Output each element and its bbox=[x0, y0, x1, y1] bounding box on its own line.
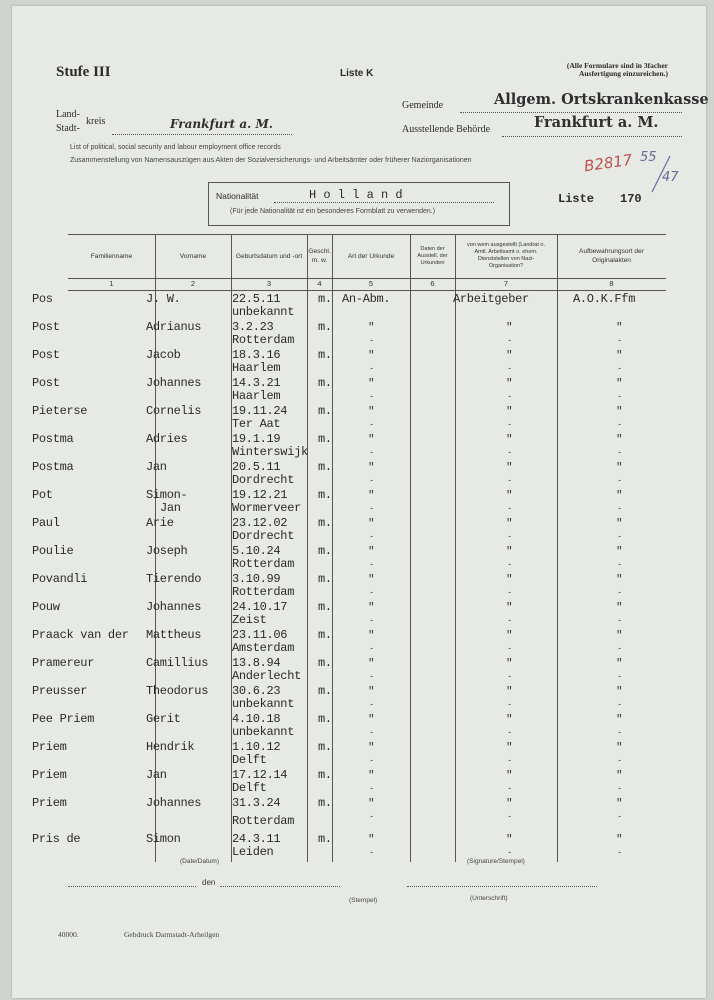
cell-surname: Priem bbox=[32, 796, 67, 810]
underline-dash: - bbox=[617, 700, 623, 710]
cell-von-wem: " bbox=[506, 770, 513, 782]
cell-given: Arie bbox=[146, 516, 174, 530]
stufe-title: Stufe III bbox=[56, 64, 111, 80]
cell-art: " bbox=[368, 686, 375, 698]
cell-birth-date: 14.3.21 bbox=[232, 376, 281, 390]
table-row bbox=[12, 348, 706, 376]
cell-aufbewahrungsort: " bbox=[616, 574, 623, 586]
underline-dash: - bbox=[369, 504, 375, 514]
table-row bbox=[12, 488, 706, 516]
underline-dash: - bbox=[507, 728, 513, 738]
cell-given: Mattheus bbox=[146, 628, 202, 642]
underline-dash: - bbox=[369, 700, 375, 710]
underline-dash: - bbox=[617, 448, 623, 458]
cell-surname: Pramereur bbox=[32, 656, 95, 670]
cell-surname: Post bbox=[32, 348, 60, 362]
cell-birth-place: Delft bbox=[232, 753, 267, 767]
cell-birth-place: unbekannt bbox=[232, 725, 295, 739]
cell-aufbewahrungsort: " bbox=[616, 658, 623, 670]
cell-birth-place: Dordrecht bbox=[232, 529, 295, 543]
cell-birth-place: Rotterdam bbox=[232, 814, 295, 828]
cell-birth-date: 31.3.24 bbox=[232, 796, 281, 810]
cell-birth-place: Winterswijk bbox=[232, 445, 308, 459]
cell-aufbewahrungsort: " bbox=[616, 434, 623, 446]
cell-given: Johannes bbox=[146, 376, 202, 390]
cell-given: Theodorus bbox=[146, 684, 209, 698]
cell-surname: Post bbox=[32, 376, 60, 390]
cell-surname: Paul bbox=[32, 516, 60, 530]
cell-given: Johannes bbox=[146, 600, 202, 614]
cell-sex: m. bbox=[318, 404, 332, 418]
underline-dash: - bbox=[507, 812, 513, 822]
cell-art: " bbox=[368, 490, 375, 502]
cell-aufbewahrungsort: " bbox=[616, 406, 623, 418]
cell-sex: m. bbox=[318, 628, 332, 642]
col-number-3: 3 bbox=[266, 279, 272, 288]
cell-given: Simon- bbox=[146, 488, 188, 502]
underline-dash: - bbox=[369, 644, 375, 654]
cell-sex: m. bbox=[318, 460, 332, 474]
cell-von-wem: " bbox=[506, 350, 513, 362]
cell-von-wem: " bbox=[506, 798, 513, 810]
underline-dash: - bbox=[507, 476, 513, 486]
cell-art: " bbox=[368, 602, 375, 614]
cell-von-wem: " bbox=[506, 462, 513, 474]
place-dotted-line bbox=[68, 886, 196, 887]
table-row bbox=[12, 516, 706, 544]
cell-aufbewahrungsort: " bbox=[616, 834, 623, 846]
cell-birth-place: Haarlem bbox=[232, 361, 281, 375]
cell-sex: m. bbox=[318, 712, 332, 726]
cell-birth-place: Zeist bbox=[232, 613, 267, 627]
cell-surname: Priem bbox=[32, 740, 67, 754]
liste-number: 170 bbox=[620, 192, 642, 206]
underline-dash: - bbox=[507, 644, 513, 654]
cell-art: " bbox=[368, 742, 375, 754]
cell-birth-date: 4.10.18 bbox=[232, 712, 281, 726]
cell-birth-date: 24.3.11 bbox=[232, 832, 281, 846]
cell-art: An-Abm. bbox=[342, 292, 391, 306]
cell-von-wem: " bbox=[506, 602, 513, 614]
table-row bbox=[12, 404, 706, 432]
behoerde-label: Ausstellende Behörde bbox=[402, 124, 491, 135]
col-header-familienname: Familienname bbox=[90, 252, 133, 260]
underline-dash: - bbox=[369, 848, 375, 858]
cell-birth-place: Wormerveer bbox=[232, 501, 302, 515]
cell-art: " bbox=[368, 378, 375, 390]
cell-surname: Postma bbox=[32, 460, 74, 474]
col-number-7: 7 bbox=[503, 279, 509, 288]
underline-dash: - bbox=[369, 672, 375, 682]
cell-birth-date: 18.3.16 bbox=[232, 348, 281, 362]
col-header-art: Art der Urkunde bbox=[347, 252, 395, 260]
cell-given: Gerit bbox=[146, 712, 181, 726]
col-header-aufbewahrungsort: Aufbewahrungsort der Originalakten bbox=[579, 248, 644, 264]
cell-birth-place: Rotterdam bbox=[232, 333, 295, 347]
handwritten-fraction-bottom: 47 bbox=[662, 170, 679, 185]
cell-surname: Pouw bbox=[32, 600, 60, 614]
underline-dash: - bbox=[507, 336, 513, 346]
col-number-6: 6 bbox=[430, 279, 435, 288]
cell-sex: m. bbox=[318, 832, 332, 846]
cell-von-wem: " bbox=[506, 834, 513, 846]
cell-given: Jacob bbox=[146, 348, 181, 362]
table-row bbox=[12, 460, 706, 488]
cell-surname: Praack van der bbox=[32, 628, 129, 642]
underline-dash: - bbox=[369, 420, 375, 430]
cell-aufbewahrungsort: " bbox=[616, 518, 623, 530]
underline-dash: - bbox=[369, 784, 375, 794]
behoerde-dotted-line bbox=[502, 136, 682, 137]
fraction-slash-icon bbox=[648, 154, 672, 194]
cell-sex: m. bbox=[318, 740, 332, 754]
underline-dash: - bbox=[507, 392, 513, 402]
table-row bbox=[12, 832, 706, 860]
underline-dash: - bbox=[369, 364, 375, 374]
table-row bbox=[12, 320, 706, 348]
cell-sex: m. bbox=[318, 684, 332, 698]
cell-aufbewahrungsort: " bbox=[616, 602, 623, 614]
underline-dash: - bbox=[369, 392, 375, 402]
nationality-value: H o l l a n d bbox=[309, 188, 403, 202]
date-label: (Date/Datum) bbox=[180, 858, 220, 865]
gemeinde-stamp: Allgem. Ortskrankenkasse bbox=[494, 91, 709, 108]
cell-aufbewahrungsort: " bbox=[616, 322, 623, 334]
col-header-geburtsdatum: Geburtsdatum und -ort bbox=[235, 252, 303, 260]
cell-art: " bbox=[368, 770, 375, 782]
gemeinde-label: Gemeinde bbox=[402, 100, 444, 111]
col-header-vorname: Vorname bbox=[179, 252, 207, 260]
cell-surname: Priem bbox=[32, 768, 67, 782]
cell-von-wem: " bbox=[506, 322, 513, 334]
cell-sex: m. bbox=[318, 320, 332, 334]
cell-given-continued: Jan bbox=[160, 501, 181, 515]
underline-dash: - bbox=[369, 728, 375, 738]
cell-surname: Pee Priem bbox=[32, 712, 95, 726]
cell-art: " bbox=[368, 798, 375, 810]
cell-aufbewahrungsort: " bbox=[616, 350, 623, 362]
cell-art: " bbox=[368, 434, 375, 446]
cell-sex: m. bbox=[318, 376, 332, 390]
underline-dash: - bbox=[507, 504, 513, 514]
print-number: 40000. bbox=[58, 930, 79, 939]
cell-art: " bbox=[368, 518, 375, 530]
cell-sex: m. bbox=[318, 432, 332, 446]
table-row bbox=[12, 544, 706, 572]
cell-von-wem: " bbox=[506, 406, 513, 418]
cell-art: " bbox=[368, 350, 375, 362]
cell-aufbewahrungsort: " bbox=[616, 686, 623, 698]
cell-art: " bbox=[368, 630, 375, 642]
formular-note-1: (Alle Formulare sind in 3facher bbox=[566, 61, 668, 70]
cell-sex: m. bbox=[318, 292, 332, 306]
underline-dash: - bbox=[369, 532, 375, 542]
cell-art: " bbox=[368, 546, 375, 558]
cell-birth-place: Rotterdam bbox=[232, 585, 295, 599]
col-number-1: 1 bbox=[109, 279, 114, 288]
cell-surname: Pris de bbox=[32, 832, 81, 846]
table-row bbox=[12, 572, 706, 600]
cell-sex: m. bbox=[318, 488, 332, 502]
underline-dash: - bbox=[617, 756, 623, 766]
nationality-dotted-line bbox=[274, 202, 494, 203]
col-number-5: 5 bbox=[368, 279, 374, 288]
cell-surname: Poulie bbox=[32, 544, 74, 558]
cell-birth-place: Leiden bbox=[232, 845, 274, 859]
underline-dash: - bbox=[507, 848, 513, 858]
cell-sex: m. bbox=[318, 656, 332, 670]
cell-sex: m. bbox=[318, 600, 332, 614]
cell-art: " bbox=[368, 714, 375, 726]
cell-von-wem: " bbox=[506, 630, 513, 642]
cell-given: Camillius bbox=[146, 656, 209, 670]
nationality-note: (Für jede Nationalität ist ein besonderes Formblatt zu verwenden.) bbox=[230, 208, 436, 215]
col-header-von-wem: von wem ausgestellt (Landrat o. Amtl. Arbeitsamt o. ehem. Dienststellen von Nazi-Organisation? bbox=[467, 242, 545, 269]
cell-surname: Preusser bbox=[32, 684, 88, 698]
cell-von-wem: " bbox=[506, 490, 513, 502]
cell-birth-place: Anderlecht bbox=[232, 669, 302, 683]
underline-dash: - bbox=[617, 672, 623, 682]
cell-art: " bbox=[368, 658, 375, 670]
underline-dash: - bbox=[507, 532, 513, 542]
cell-birth-place: Amsterdam bbox=[232, 641, 295, 655]
signature-label: (Signature/Stempel) bbox=[467, 858, 525, 865]
cell-aufbewahrungsort: " bbox=[616, 742, 623, 754]
handwritten-code: B2817 bbox=[582, 150, 634, 176]
cell-given: Jan bbox=[146, 768, 167, 782]
cell-art: " bbox=[368, 462, 375, 474]
signature-dotted-line bbox=[407, 886, 597, 887]
cell-birth-date: 3.2.23 bbox=[232, 320, 274, 334]
kreis-stamp: Frankfurt a. M. bbox=[170, 117, 273, 131]
underline-dash: - bbox=[617, 784, 623, 794]
underline-dash: - bbox=[617, 336, 623, 346]
table-row bbox=[12, 292, 706, 320]
cell-surname: Pos bbox=[32, 292, 53, 306]
underline-dash: - bbox=[507, 756, 513, 766]
underline-dash: - bbox=[369, 616, 375, 626]
underline-dash: - bbox=[507, 448, 513, 458]
cell-birth-date: 20.5.11 bbox=[232, 460, 281, 474]
table-number-border bbox=[68, 290, 666, 291]
cell-birth-place: Haarlem bbox=[232, 389, 281, 403]
underline-dash: - bbox=[369, 476, 375, 486]
underline-dash: - bbox=[617, 392, 623, 402]
underline-dash: - bbox=[617, 728, 623, 738]
underline-dash: - bbox=[507, 560, 513, 570]
cell-von-wem: " bbox=[506, 378, 513, 390]
cell-art: " bbox=[368, 574, 375, 586]
table-row bbox=[12, 628, 706, 656]
underline-dash: - bbox=[507, 420, 513, 430]
cell-aufbewahrungsort: " bbox=[616, 462, 623, 474]
cell-von-wem: " bbox=[506, 714, 513, 726]
cell-birth-date: 22.5.11 bbox=[232, 292, 281, 306]
col-header-geschlecht: Geschl. m. w. bbox=[308, 248, 331, 264]
table-row bbox=[12, 796, 706, 828]
behoerde-stamp: Frankfurt a. M. bbox=[534, 114, 659, 131]
table-row bbox=[12, 768, 706, 796]
english-description: List of political, social security and labour employment office records bbox=[70, 144, 281, 151]
cell-given: Adries bbox=[146, 432, 188, 446]
col-number-8: 8 bbox=[609, 279, 614, 288]
underline-dash: - bbox=[369, 448, 375, 458]
cell-aufbewahrungsort: " bbox=[616, 714, 623, 726]
cell-birth-date: 30.6.23 bbox=[232, 684, 281, 698]
gemeinde-dotted-line bbox=[460, 112, 682, 113]
underline-dash: - bbox=[507, 364, 513, 374]
printer-imprint: Gebdruck Darmstadt-Arheilgen bbox=[124, 930, 220, 939]
cell-art: " bbox=[368, 406, 375, 418]
document-sheet bbox=[12, 6, 709, 998]
cell-given: Hendrik bbox=[146, 740, 195, 754]
cell-surname: Pot bbox=[32, 488, 53, 502]
cell-birth-date: 5.10.24 bbox=[232, 544, 281, 558]
underline-dash: - bbox=[369, 336, 375, 346]
table-row bbox=[12, 740, 706, 768]
cell-birth-place: unbekannt bbox=[232, 305, 295, 319]
col-header-daten: Daten der Ausstell. der Urkunden bbox=[417, 245, 448, 266]
underline-dash: - bbox=[507, 588, 513, 598]
table-row bbox=[12, 656, 706, 684]
cell-sex: m. bbox=[318, 796, 332, 810]
cell-von-wem: " bbox=[506, 742, 513, 754]
table-row bbox=[12, 376, 706, 404]
underline-dash: - bbox=[617, 364, 623, 374]
cell-birth-place: Rotterdam bbox=[232, 557, 295, 571]
underline-dash: - bbox=[369, 756, 375, 766]
handwritten-fraction-top: 55 bbox=[640, 150, 657, 165]
cell-sex: m. bbox=[318, 516, 332, 530]
cell-given: Cornelis bbox=[146, 404, 202, 418]
cell-aufbewahrungsort: " bbox=[616, 490, 623, 502]
cell-birth-date: 17.12.14 bbox=[232, 768, 288, 782]
cell-surname: Pieterse bbox=[32, 404, 88, 418]
den-label: den bbox=[202, 878, 216, 887]
col-number-4: 4 bbox=[317, 279, 322, 288]
nationality-label: Nationalität bbox=[216, 191, 259, 201]
cell-birth-place: Dordrecht bbox=[232, 473, 295, 487]
land-label: Land- bbox=[56, 109, 80, 120]
underline-dash: - bbox=[507, 700, 513, 710]
underline-dash: - bbox=[369, 812, 375, 822]
underline-dash: - bbox=[617, 616, 623, 626]
kreis-dotted-line bbox=[112, 134, 292, 135]
cell-given: Adrianus bbox=[146, 320, 202, 334]
underline-dash: - bbox=[617, 848, 623, 858]
underline-dash: - bbox=[617, 588, 623, 598]
table-row bbox=[12, 684, 706, 712]
cell-birth-date: 19.11.24 bbox=[232, 404, 288, 418]
cell-von-wem: " bbox=[506, 546, 513, 558]
underline-dash: - bbox=[369, 560, 375, 570]
underline-dash: - bbox=[617, 420, 623, 430]
cell-von-wem: " bbox=[506, 434, 513, 446]
liste-label: Liste bbox=[558, 192, 595, 206]
liste-k-label: Liste K bbox=[340, 68, 374, 79]
cell-von-wem: " bbox=[506, 658, 513, 670]
cell-given: Simon bbox=[146, 832, 181, 846]
underline-dash: - bbox=[617, 812, 623, 822]
cell-birth-date: 19.1.19 bbox=[232, 432, 281, 446]
cell-von-wem: " bbox=[506, 574, 513, 586]
underline-dash: - bbox=[507, 616, 513, 626]
col-number-2: 2 bbox=[190, 279, 196, 288]
underline-dash: - bbox=[617, 532, 623, 542]
cell-art: " bbox=[368, 834, 375, 846]
cell-birth-place: Delft bbox=[232, 781, 267, 795]
date-dotted-line bbox=[220, 886, 340, 887]
cell-aufbewahrungsort: " bbox=[616, 798, 623, 810]
german-description: Zusammenstellung von Namensauszügen aus Akten der Sozialversicherungs- und Arbeitsämter oder früherer Naziorganisationen bbox=[70, 157, 472, 164]
formular-note-2: Ausfertigung einzureichen.) bbox=[578, 69, 668, 78]
underline-dash: - bbox=[617, 504, 623, 514]
cell-birth-date: 13.8.94 bbox=[232, 656, 281, 670]
kreis-label: kreis bbox=[86, 116, 106, 127]
cell-sex: m. bbox=[318, 572, 332, 586]
underline-dash: - bbox=[507, 672, 513, 682]
table-row bbox=[12, 432, 706, 460]
underline-dash: - bbox=[369, 588, 375, 598]
cell-surname: Post bbox=[32, 320, 60, 334]
cell-von-wem: " bbox=[506, 686, 513, 698]
cell-surname: Povandli bbox=[32, 572, 88, 586]
cell-birth-date: 24.10.17 bbox=[232, 600, 288, 614]
cell-given: Tierendo bbox=[146, 572, 202, 586]
underline-dash: - bbox=[617, 644, 623, 654]
cell-birth-place: Ter Aat bbox=[232, 417, 281, 431]
cell-given: Joseph bbox=[146, 544, 188, 558]
stadt-label: Stadt- bbox=[56, 123, 80, 134]
cell-birth-date: 23.12.02 bbox=[232, 516, 288, 530]
underline-dash: - bbox=[617, 476, 623, 486]
cell-aufbewahrungsort: " bbox=[616, 630, 623, 642]
cell-birth-place: unbekannt bbox=[232, 697, 295, 711]
cell-given: J. W. bbox=[146, 292, 181, 306]
cell-art: " bbox=[368, 322, 375, 334]
underline-dash: - bbox=[617, 560, 623, 570]
cell-sex: m. bbox=[318, 768, 332, 782]
cell-surname: Postma bbox=[32, 432, 74, 446]
cell-sex: m. bbox=[318, 348, 332, 362]
cell-aufbewahrungsort: " bbox=[616, 770, 623, 782]
cell-aufbewahrungsort: " bbox=[616, 546, 623, 558]
cell-birth-date: 1.10.12 bbox=[232, 740, 281, 754]
cell-aufbewahrungsort: " bbox=[616, 378, 623, 390]
underline-dash: - bbox=[507, 784, 513, 794]
cell-von-wem: Arbeitgeber bbox=[453, 292, 529, 306]
cell-sex: m. bbox=[318, 544, 332, 558]
cell-von-wem: " bbox=[506, 518, 513, 530]
unterschrift-label: (Unterschrift) bbox=[470, 895, 508, 902]
cell-aufbewahrungsort: A.O.K.Ffm bbox=[573, 292, 636, 306]
cell-birth-date: 23.11.06 bbox=[232, 628, 288, 642]
table-row bbox=[12, 600, 706, 628]
cell-given: Johannes bbox=[146, 796, 202, 810]
stempel-label: (Stempel) bbox=[349, 897, 378, 904]
cell-birth-date: 3.10.99 bbox=[232, 572, 281, 586]
cell-birth-date: 19.12.21 bbox=[232, 488, 288, 502]
cell-given: Jan bbox=[146, 460, 167, 474]
table-row bbox=[12, 712, 706, 740]
